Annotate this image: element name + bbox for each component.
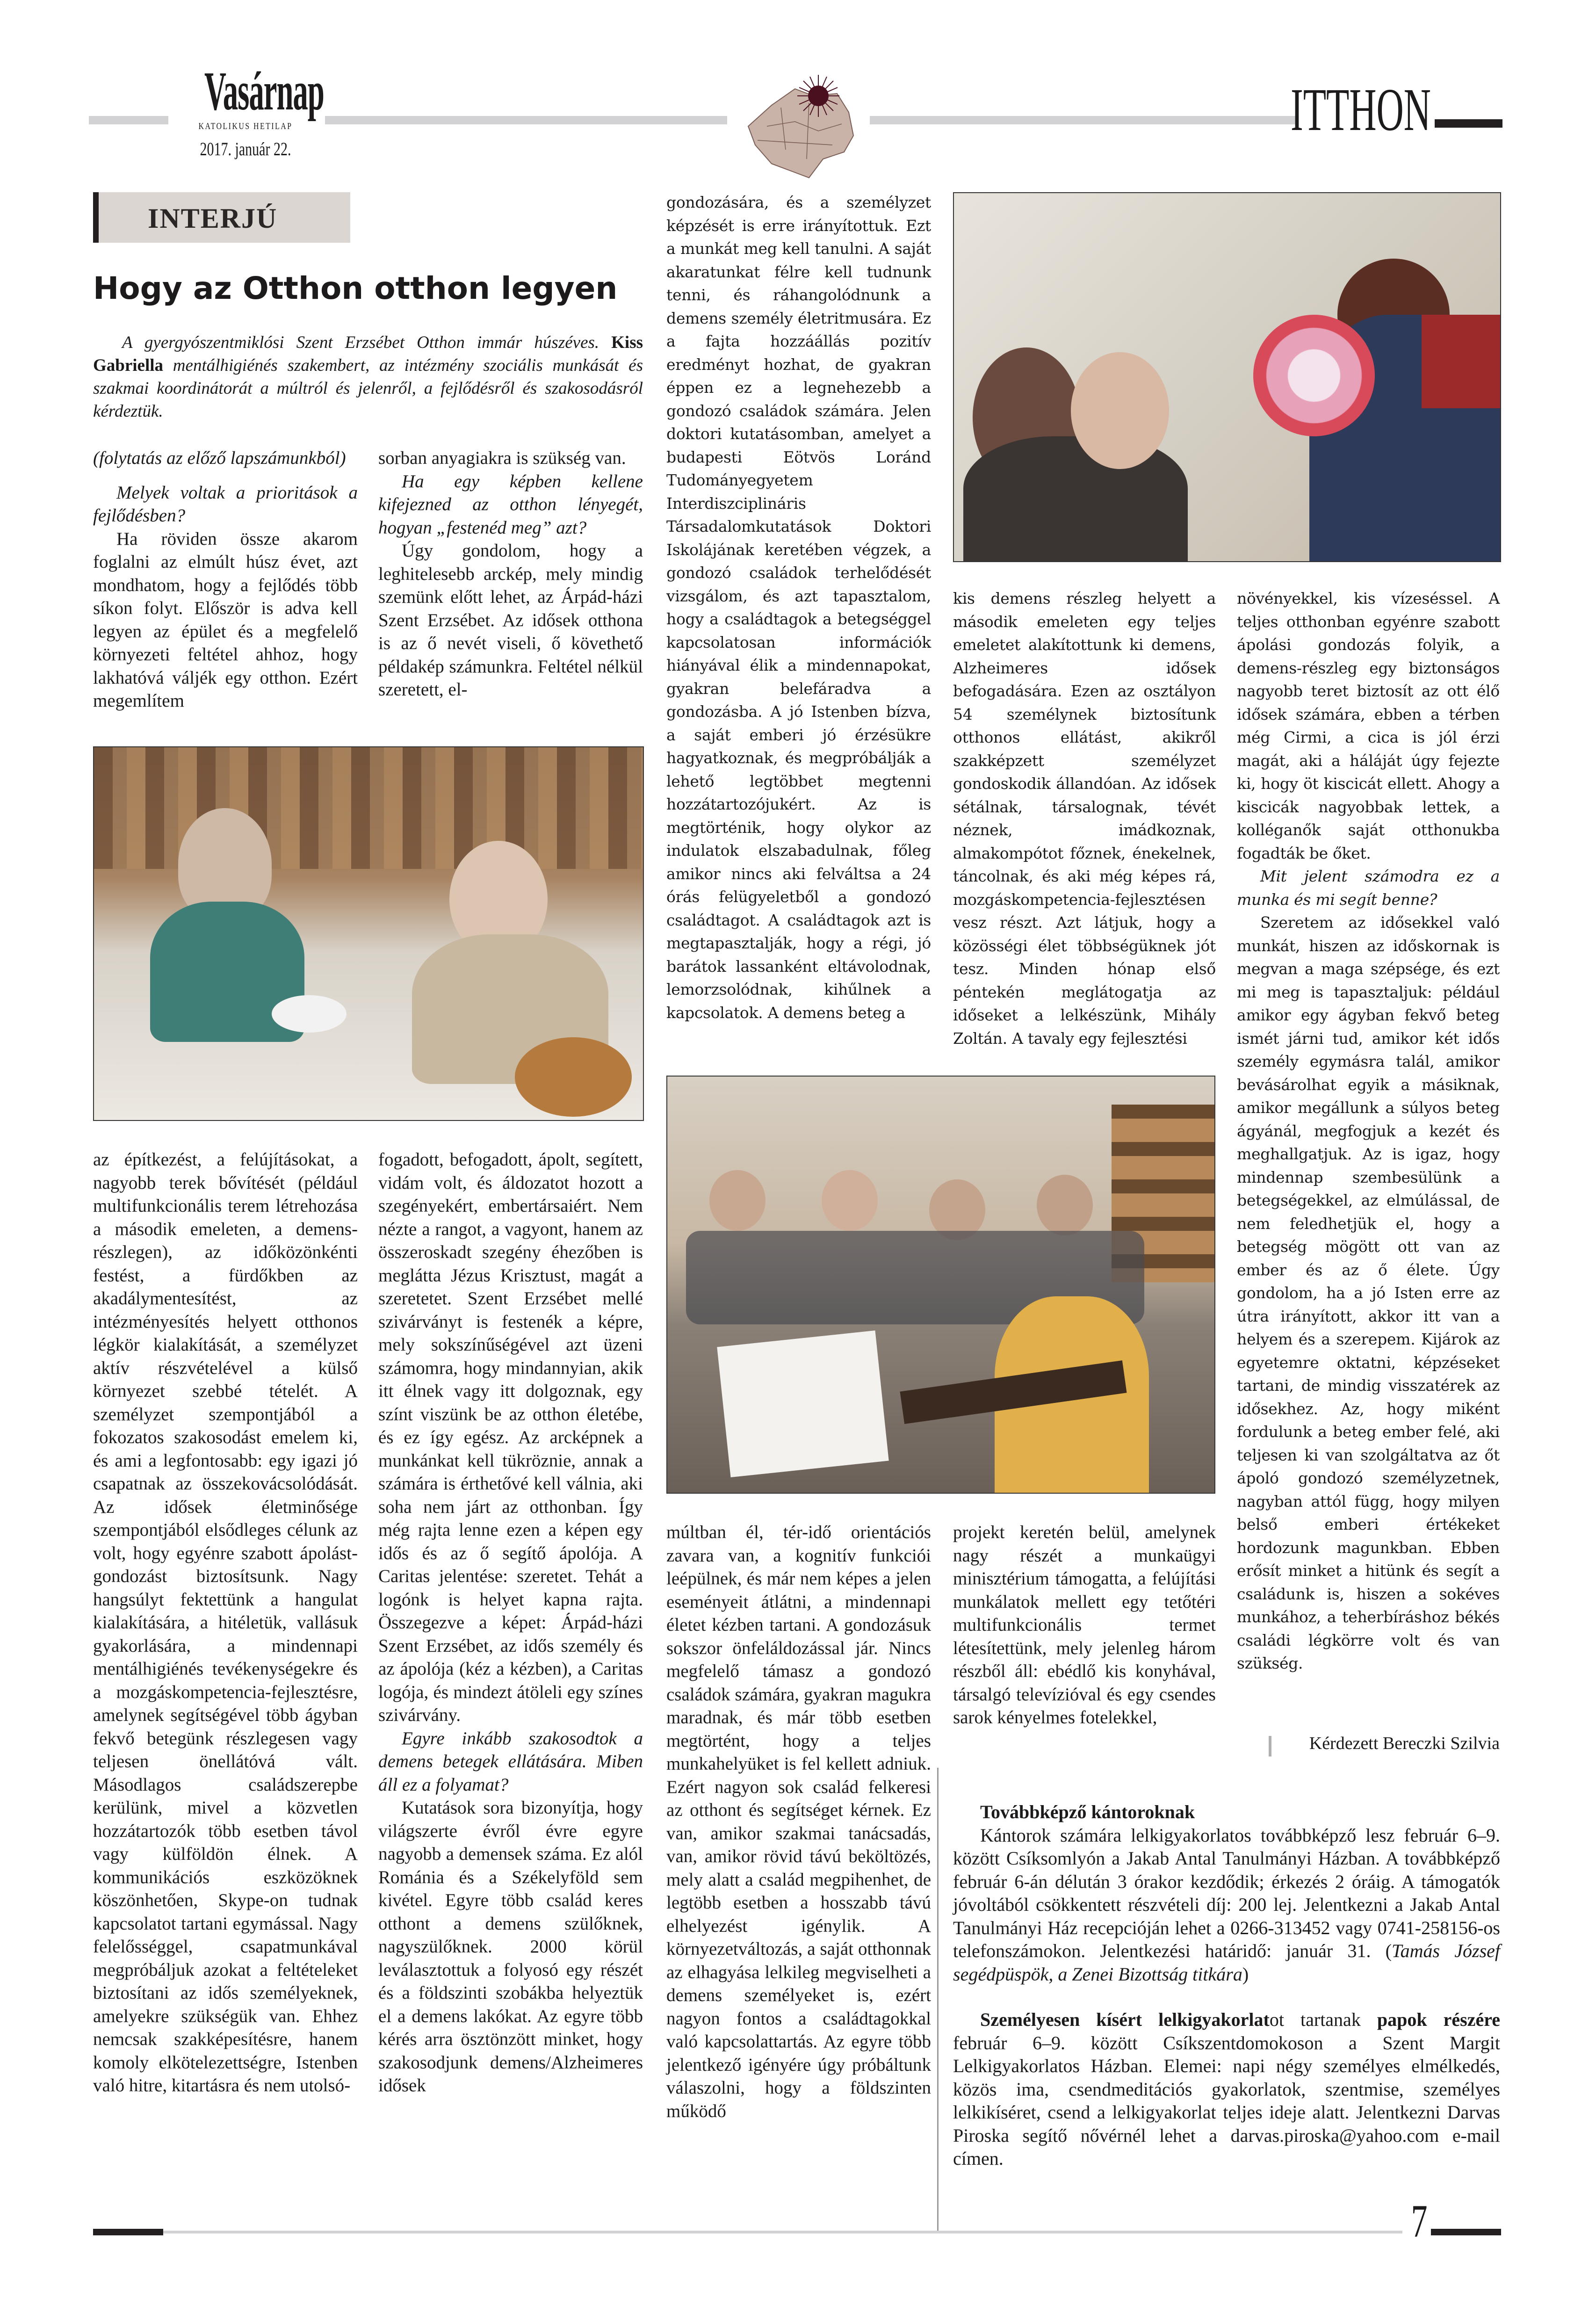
column-1-bottom xyxy=(93,1148,358,2097)
photo-flowers-greeting xyxy=(953,192,1501,562)
page-number: 7 xyxy=(1411,2195,1428,2247)
question-3: Egyre inkább szakosodtok a demens betegek ellátására. Miben áll ez a folyamat? xyxy=(378,1728,643,1795)
notice-1-signature: Tamás József segédpüspök, a Zenei Bizottság titkára xyxy=(953,1940,1500,1985)
column-2-top xyxy=(378,447,643,701)
header-rule-mid-right xyxy=(870,116,1295,124)
notice-1-body: Kántorok számára lelkigyakorlatos továbbképző lesz február 6–9. között Csíksomlyón a Jakab Antal Tanulmányi Házban. A továbbképző február 6-án délután 3 órakor kezdődik; érkezés 2 óráig. A támogatók jóvoltából csökkentett részvételi díj: 200 lej. Jelentkezni a Jakab Antal Tanulmányi Ház recepcióján lehet a 0266-313452 vagy 0741-258156-os telefonszámokon. Jelentkezési határidő: január 31. ( xyxy=(953,1824,1500,1961)
answer-1: Ha röviden össze akarom foglalni az elmúlt húsz évet, azt mondhatom, hogy a fejlődés több síkon folyt. Először is adva kell legyen az épület és a megfelelő környezeti feltétel ahhoz, hogy lakhatóvá váljék egy otthon. Ezért megemlítem xyxy=(93,528,358,711)
photo-singing-group xyxy=(666,1076,1215,1494)
region-map-logo xyxy=(739,70,865,182)
column-3-bottom xyxy=(666,1521,931,2123)
lead-text-1: A gyergyószentmiklósi Szent Erzsébet Otthon immár húszéves. xyxy=(122,333,612,352)
rubric-label: INTERJÚ xyxy=(148,203,278,234)
byline-marker xyxy=(1269,1736,1271,1756)
paragraph: sorban anyagiakra is szükség van. xyxy=(378,448,626,468)
notices-box xyxy=(953,1800,1500,2170)
answer-4: Szeretem az idősekkel való munkát, hiszen az időskornak is megvan a maga szépsége, és ezt mi meg is tapasztaljuk: például amikor egy ágyban fekvő beteg ismét járni tud, amikor két idős személy egymásra talál, amikor bevásárolhat egyik a másiknak, amikor megállunk a súlyos beteg ágyánál, megfogjuk a kezét és meghallgatjuk. Az is igaz, hogy mindennap szembesülünk a betegségekkel, az elmúlással, de nem feledhetjük el, hogy a betegség mögött ott van az ember és az ő élete. Úgy gondolom, ha a jó Isten erre az útra irányított, akkor itt van a helyem és a szerepem. Kijárok az egyetemre oktatni, képzéseket tartani, de mindig visszatérek az idősekhez. Az, hogy miként fordulunk a beteg ember felé, aki teljesen ki van szolgáltatva az őt ápoló gondozó személyzetnek, nagyban attól függ, hogy milyen belső emberi értékeket hordozunk magunkban. Ebben erősít minket a hitünk és segít a családunk is, hiszen a sokéves munkához, a teherbíráshoz békés családi légkörre volt és van szükség. xyxy=(1237,913,1500,1672)
notice-2-text-1: ot tartanak xyxy=(1269,2009,1377,2030)
notice-2-bold-2: papok részére xyxy=(1377,2009,1500,2030)
column-5 xyxy=(1237,587,1500,1675)
section-title: ITTHON xyxy=(1291,76,1431,144)
footer-black-bar-left xyxy=(93,2229,163,2235)
notice-1-close: ) xyxy=(1242,1963,1249,1985)
article-title: Hogy az Otthon otthon legyen xyxy=(93,270,618,306)
question-4: Mit jelent számodra ez a munka és mi segít benne? xyxy=(1237,867,1500,909)
header-rule-left xyxy=(89,116,168,124)
paragraph: gondozására, és a személyzet képzését is erre irányítottuk. Ezt a munkát meg kell tanulni. A saját akaratunkat félre kell tudnunk tenni, és ráhangolódnunk a demens személy életritmusára. Ez a fajta hozzáállás pozitív eredményt hozhat, de gyakran éppen ez a legnehezebb a gondozó családok számára. Jelen doktori kutatásomban, amelyet a budapesti Eötvös Loránd Tudományegyetem Interdiszciplináris Társadalomkutatások Doktori Iskolájának keretében végzek, a gondozó családok terhelődését vizsgálom, és azt tapasztalom, hogy a családtagok a betegséggel kapcsolatosan információk hiányával élik a mindennapokat, gyakran belefáradva a gondozásba. A jó Istenben bízva, a saját emberi jó érzésükre hagyatkoznak, és megpróbálják a lehető legtöbbet megtenni hozzátartozójukért. Az is megtörténik, hogy olykor az indulatok elszabadulnak, főleg amikor nincs aki felváltsa a 24 órás felügyeletből a gondozó családtagot. A családtagok azt is megtapasztalják, hogy a régi, jó barátok lassanként eltávolodnak, lemorzsolódnak, kihűlnek a kapcsolatok. A demens beteg a xyxy=(666,193,931,1022)
paragraph: az építkezést, a felújításokat, a nagyobb terek bővítését (például multifunkcionális terem létrehozása a második emeleten, a demens-részlegen), az időközönkénti festést, a fürdőkben az akadálymentesítést, az intézményesítés helyett otthonos légkör kialakítását, a személyzet aktív részvételével a külső környezet szebbé tételét. A személyzet szempontjából a fokozatos szakosodást emelem ki, és ami a legfontosabb: egy igazi jó csapatnak az összekovácsolódását. Az idősek életminősége szempontjából elsődleges célunk az volt, hogy egyénre szabott ápolást-gondozást biztosítsunk. Nagy hangsúlyt fektettünk a hangulat kialakítására, a hitéletük, vallásuk gyakorlására, a mindennapi mentálhigiénés tevékenységekre és a mozgáskompetencia-fejlesztésre, amelynek segítségével több ágyban fekvő betegünk részlegesen vagy teljesen önellátóvá vált. Másodlagos családszerepbe kerülünk, mivel a közvetlen hozzátartozók több esetben távol vagy külföldön élnek. A kommunikációs eszközöknek köszönhetően, Skype-on tudnak kapcsolatot tartani egymással. Nagy felelősséggel, csapatmunkával megpróbáljuk azokat a feltételeket biztosítani az idős személyeknek, amelyekre szükségük van. Ehhez nemcsak szakképesítésre, hanem komoly elkötelezettségre, Istenben való hitre, kitartásra és nem utolsó- xyxy=(93,1149,358,2096)
header-rule-mid-left xyxy=(325,116,727,124)
paragraph: növényekkel, kis vízeséssel. A teljes otthonban egyénre szabott ápolási gondozás folyik, a demens-részleg egy biztonságos nagyobb teret biztosít az ott élő idősek számára, ebben a térben még Cirmi, a cica is jól érzi magát, aki a háláját úgy fejezte ki, hogy öt kiscicát ellett. Ahogy a kiscicák nagyobbak lettek, a kolléganők saját otthonukba fogadták be őket. xyxy=(1237,589,1500,862)
photo-craft-activity xyxy=(93,746,644,1121)
interviewee-name: Kiss Gabriella xyxy=(93,333,643,375)
lead-text-2: mentálhigiénés szakembert, az intézmény szociális munkását és szakmai koordinátorát a múltról és jelenről, a fejlődésről és szakosodásról kérdeztük. xyxy=(93,356,643,421)
sun-icon xyxy=(797,75,839,117)
logo-subtitle: KATOLIKUS HETILAP xyxy=(198,121,293,131)
column-3-top xyxy=(666,191,931,1024)
column-2-bottom xyxy=(378,1148,643,2097)
footer-black-bar-right xyxy=(1431,2229,1501,2235)
paragraph: projekt keretén belül, amelynek nagy részét a munkaügyi minisztérium támogatta, a felújítási munkálatok mellett egy tetőtéri multifunkcionális termet létesítettünk, mely jelenleg három részből áll: ebédlő kis konyhával, társalgó televízióval és egy csendes sarok kényelmes fotelekkel, xyxy=(953,1522,1216,1727)
issue-date: 2017. január 22. xyxy=(200,138,291,159)
question-1: Melyek voltak a prioritások a fejlődésben? xyxy=(93,482,358,526)
header-black-bar xyxy=(1435,119,1502,128)
footer-rule xyxy=(163,2231,1402,2233)
question-2: Ha egy képben kellene kifejezned az otthon lényegét, hogyan „festenéd meg” azt? xyxy=(378,471,643,538)
continuation-note: (folytatás az előző lapszámunkból) xyxy=(93,448,346,468)
paragraph: kis demens részleg helyett a második emeleten egy teljes emeletet alakítottunk ki demens, Alzheimeres idősek befogadására. Ezen az osztályon 54 személynek biztosítunk otthonos ellátást, akikről szakképzett személyzet gondoskodik állandóan. Az idősek sétálnak, társalognak, tévét néznek, imádkoznak, almakompótot főznek, énekelnek, táncolnak, és aki még képes rá, mozgáskompetencia-fejlesztésen vesz részt. Azt látjuk, hogy a közösségi élet többségüknek jót tesz. Minden hónap első péntekén meglátogatja az időseket a lelkészünk, Mihály Zoltán. A tavaly egy fejlesztési xyxy=(953,589,1216,1048)
answer-3: Kutatások sora bizonyítja, hogy világszerte évről évre egyre nagyobb a demensek száma. Ez alól Románia és a Székelyföld sem kivétel. Egyre több család keres otthont a demens szülőknek, nagyszülőknek. 2000 körül leválasztottuk a folyosó egy részét és a földszinti szobákba helyeztük el a demens lakókat. Az egyre több kérés arra ösztönzött minket, hogy szakosodjunk demens/Alzheimeres idősek xyxy=(378,1798,643,2096)
notice-1-title: Továbbképző kántoroknak xyxy=(980,1801,1195,1822)
column-1-top xyxy=(93,447,358,713)
rubric-box xyxy=(93,192,350,243)
byline: Kérdezett Bereczki Szilvia xyxy=(1309,1734,1500,1753)
paragraph: fogadott, befogadott, ápolt, segített, vidám volt, és áldozatot hozott a szegényekért, embertársaiért. Nem nézte a rangot, a vagyont, hanem az összeroskadt szegény éhezőben is meglátta Jézus Krisztust, magát a szeretetet. Szent Erzsébet mellé szivárványt is festenék a képre, mely sokszínűségével azt üzeni számomra, hogy mindannyian, akik itt élnek vagy itt dolgoznak, egy színt viszünk be az otthon életébe, és ez így egész. Az arcképnek a munkánkat kell tükröznie, annak a számára is érthetővé kell válnia, aki soha nem járt az otthonban. Így még rajta lenne ezen a képen egy idős és az ő segítő ápolója. A Caritas jelentése: szeretet. Tehát a logónk is helyet kapna rajta. Összegezve a képet: Árpád-házi Szent Erzsébet, az idős személy és az ápolója (kéz a kézben), a Caritas logója, és mindezt átöleli egy színes szivárvány. xyxy=(378,1149,643,1725)
notice-2 xyxy=(953,2008,1500,2170)
logo-title: Vasárnap xyxy=(204,60,324,122)
column-4-top xyxy=(953,587,1216,1050)
notice-2-bold-1: Személyesen kísért lelkigyakorlat xyxy=(980,2009,1270,2030)
column-4-bottom xyxy=(953,1521,1216,1729)
answer-2: Úgy gondolom, hogy a leghitelesebb arckép, mely mindig szemünk előtt lehet, az Árpád-házi Szent Erzsébet. Az idősek otthona is az ő nevét viseli, ő követhető példakép számunkra. Feltétel nélkül szeretett, el- xyxy=(378,541,643,700)
notice-1 xyxy=(953,1800,1500,1986)
notices-divider xyxy=(937,1768,939,2231)
notice-2-text-2: február 6–9. között Csíkszentdomokoson a Szent Margit Lelkigyakorlatos Házban. Elemei: napi négy személyes elmélkedés, közös ima, csendmeditációs gyakorlatok, szentmise, személyes lelkikíséret, csend a lelkigyakorlat teljes ideje alatt. Jelentkezni Darvas Piroska segítő nővérnél lehet a darvas.piroska@yahoo.com e-mail címen. xyxy=(953,2032,1500,2169)
paragraph: múltban él, tér-idő orientációs zavara van, a kognitív funkciói leépülnek, és már nem képes a jelen eseményeit átlátni, a mindennapi életet kézben tartani. A gondozásuk sokszor önfeláldozással jár. Nincs megfelelő támasz a gondozó családok számára, gyakran magukra maradnak, és már több esetben megtörtént, hogy a teljes munkahelyüket is fel kellett adniuk. Ezért nagyon sok család felkeresi az otthont és segítséget kérnek. Ez van, amikor szakmai tanácsadás, van, amikor rövid távú beköltözés, mely alatt a család megpihenhet, de legtöbb esetben a hosszabb távú elhelyezést igénylik. A környezetváltozás, a saját otthonnak az elhagyása lelkileg megviselheti a demens személyeket is, ezért nagyon fontos a családtagokkal való kapcsolattartás. Az egyre több jelentkező igényére úgy próbáltunk válaszolni, hogy a földszinten működő xyxy=(666,1522,931,2121)
article-lead xyxy=(93,331,643,423)
